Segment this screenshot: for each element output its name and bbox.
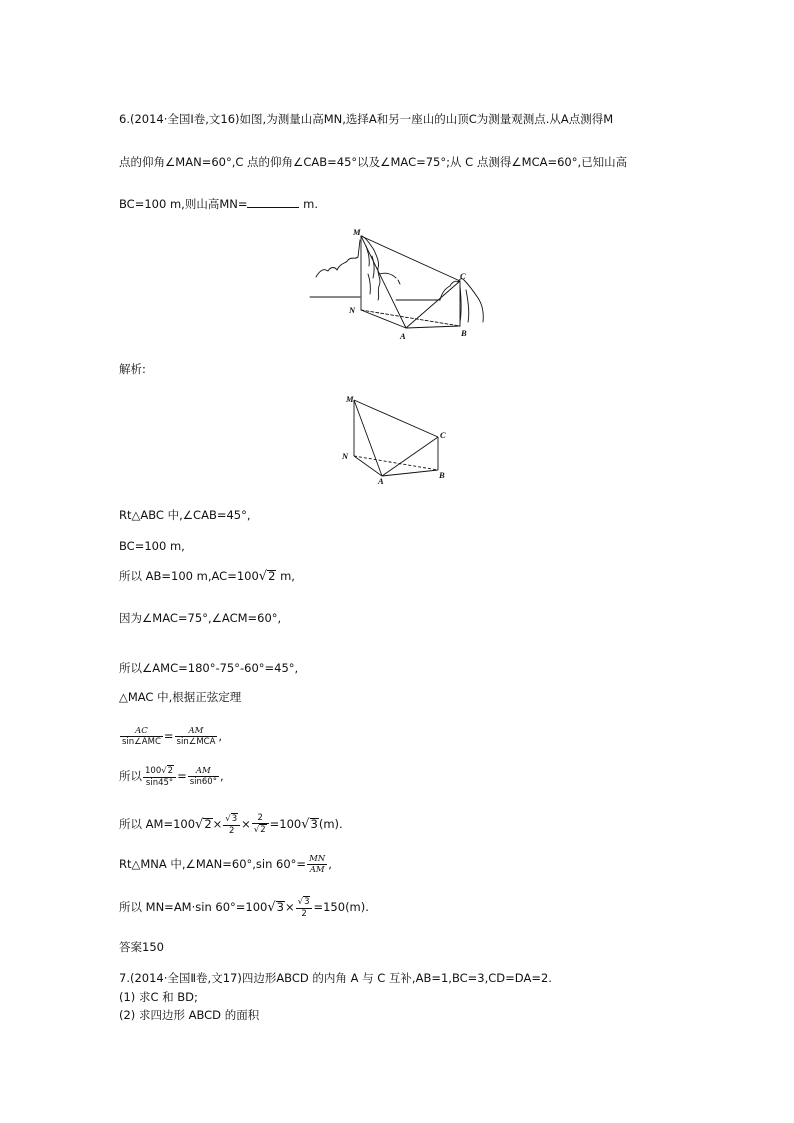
problem-7-line-1: 7.(2014·全国Ⅱ卷,文17)四边形ABCD 的内角 A 与 C 互补,AB=1,BC=3,CD=DA=2. bbox=[119, 971, 552, 985]
problem-6-unit: m. bbox=[299, 197, 318, 211]
problem-6-line-3-text: BC=100 m,则山高MN= bbox=[119, 197, 248, 211]
fraction-right bbox=[175, 726, 218, 747]
solution-step-6: △MAC 中,根据正弦定理 bbox=[119, 690, 242, 704]
equals-sign: = bbox=[177, 769, 187, 783]
times-sign: × bbox=[212, 817, 223, 831]
solution-heading: 解析: bbox=[119, 362, 146, 376]
segment-MC bbox=[354, 400, 438, 437]
numerator: MN bbox=[309, 854, 326, 864]
mountain-figure bbox=[300, 222, 495, 344]
fraction-sqrt3-over-2 bbox=[223, 813, 240, 836]
num-coef: 100 bbox=[145, 766, 162, 776]
segment-AB bbox=[382, 470, 438, 476]
label-M: M bbox=[346, 394, 354, 404]
label-B: B bbox=[439, 470, 445, 480]
problem-7-question-2: (2) 求四边形 ABCD 的面积 bbox=[119, 1008, 260, 1022]
label-A: A bbox=[378, 476, 384, 484]
label-A: A bbox=[400, 331, 406, 341]
equals-sign: = bbox=[163, 729, 174, 743]
sqrt-sign: √ bbox=[195, 817, 204, 832]
problem-6-line-2: 点的仰角∠MAN=60°,C 点的仰角∠CAB=45°以及∠MAC=75°;从 C 点测得∠MCA=60°,已知山高 bbox=[119, 155, 628, 169]
numerator: 100√2 bbox=[143, 765, 176, 778]
denominator: sin60° bbox=[189, 777, 217, 787]
segment-NB bbox=[354, 456, 438, 470]
num-radicand: 2 bbox=[167, 766, 174, 776]
sqrt-radicand: 2 bbox=[268, 569, 276, 583]
label-B: B bbox=[461, 328, 467, 338]
denominator: AM bbox=[309, 865, 325, 875]
eq5-prefix: 所以 MN=AM·sin 60°=100 bbox=[119, 900, 268, 914]
comma: , bbox=[218, 729, 223, 743]
segment-AC bbox=[382, 437, 438, 476]
label-C: C bbox=[440, 430, 446, 440]
step-3-unit: m, bbox=[276, 569, 295, 583]
right-mountain-outline bbox=[440, 279, 483, 322]
segment-NA bbox=[354, 456, 382, 476]
label-C: C bbox=[460, 271, 466, 281]
mountain-shading bbox=[366, 246, 374, 294]
solution-figure bbox=[340, 392, 458, 484]
mountain-right-slope bbox=[362, 236, 380, 300]
segment-AB bbox=[406, 326, 460, 328]
solution-step-5: 所以∠AMC=180°-75°-60°=45°, bbox=[119, 661, 299, 675]
numerator: 2 bbox=[252, 813, 269, 824]
eq5-tail: =150(m). bbox=[313, 900, 369, 914]
segment-MA bbox=[354, 400, 382, 476]
cliff-marks bbox=[380, 273, 400, 284]
answer-blank bbox=[247, 197, 299, 208]
segment-MC bbox=[361, 236, 460, 281]
right-mountain-shading bbox=[460, 286, 469, 322]
label-M: M bbox=[353, 227, 361, 237]
numerator: AC bbox=[120, 726, 163, 737]
denominator: sin∠AMC bbox=[122, 737, 161, 747]
num-radicand: 3 bbox=[231, 814, 238, 824]
numerator: √3 bbox=[223, 813, 240, 826]
fraction-MN-over-AM bbox=[307, 854, 327, 875]
denominator: √2 bbox=[253, 825, 266, 835]
fraction-left bbox=[143, 765, 176, 788]
eq3-tail: (m). bbox=[318, 817, 343, 831]
eq4-prefix: Rt△MNA 中,∠MAN=60°,sin 60°= bbox=[119, 857, 307, 871]
comma: , bbox=[328, 857, 332, 871]
fraction-2-over-sqrt2 bbox=[252, 813, 269, 836]
denominator: 2 bbox=[229, 826, 235, 836]
solution-step-3 bbox=[119, 569, 295, 584]
solution-step-2: BC=100 m, bbox=[119, 539, 185, 553]
sqrt-sign: √ bbox=[301, 817, 310, 832]
problem-7-question-1: (1) 求C 和 BD; bbox=[119, 990, 198, 1004]
eq3-prefix: 所以 AM=100 bbox=[119, 817, 196, 831]
numerator: √3 bbox=[296, 896, 313, 909]
times-sign: × bbox=[241, 817, 251, 831]
label-N: N bbox=[342, 451, 349, 461]
problem-6-line-1: 6.(2014·全国Ⅰ卷,文16)如图,为测量山高MN,选择A和另一座山的山顶C为测量观测点.从A点测得M bbox=[119, 112, 614, 126]
answer: 答案150 bbox=[119, 940, 164, 954]
solution-step-1: Rt△ABC 中,∠CAB=45°, bbox=[119, 508, 251, 522]
equation-sin60 bbox=[119, 852, 332, 876]
fraction-right bbox=[188, 766, 219, 787]
comma: , bbox=[219, 769, 224, 783]
equation-sine-law bbox=[119, 724, 222, 748]
numerator: AM bbox=[175, 726, 218, 737]
fraction-sqrt3-over-2 bbox=[296, 896, 313, 919]
label-N: N bbox=[349, 305, 356, 315]
equation-MN-result bbox=[119, 895, 369, 920]
denominator: 2 bbox=[301, 909, 307, 919]
sqrt-sign: √ bbox=[267, 900, 276, 915]
radicand: 3 bbox=[276, 900, 284, 914]
equation-substitution bbox=[119, 764, 224, 788]
fraction-left bbox=[120, 726, 163, 747]
problem-6-line-3 bbox=[119, 197, 318, 211]
radicand: 2 bbox=[204, 817, 212, 831]
eq2-prefix: 所以 bbox=[119, 769, 142, 783]
equation-AM-result bbox=[119, 812, 343, 837]
denominator: sin∠MCA bbox=[176, 737, 216, 747]
denominator: sin45° bbox=[145, 778, 174, 788]
sqrt-sign: √ bbox=[258, 569, 268, 584]
left-mountain-outline bbox=[316, 240, 360, 277]
eq3-mid: =100 bbox=[269, 817, 302, 831]
segment-NA bbox=[361, 310, 406, 328]
radicand: 3 bbox=[310, 817, 318, 831]
den-radicand: 2 bbox=[260, 825, 266, 835]
segment-AC bbox=[406, 281, 460, 328]
solution-step-4: 因为∠MAC=75°,∠ACM=60°, bbox=[119, 611, 282, 625]
numerator: AM bbox=[188, 766, 219, 777]
times-sign: × bbox=[285, 900, 295, 914]
num-radicand: 3 bbox=[304, 897, 310, 907]
step-3-text: 所以 AB=100 m,AC=100 bbox=[119, 569, 259, 583]
